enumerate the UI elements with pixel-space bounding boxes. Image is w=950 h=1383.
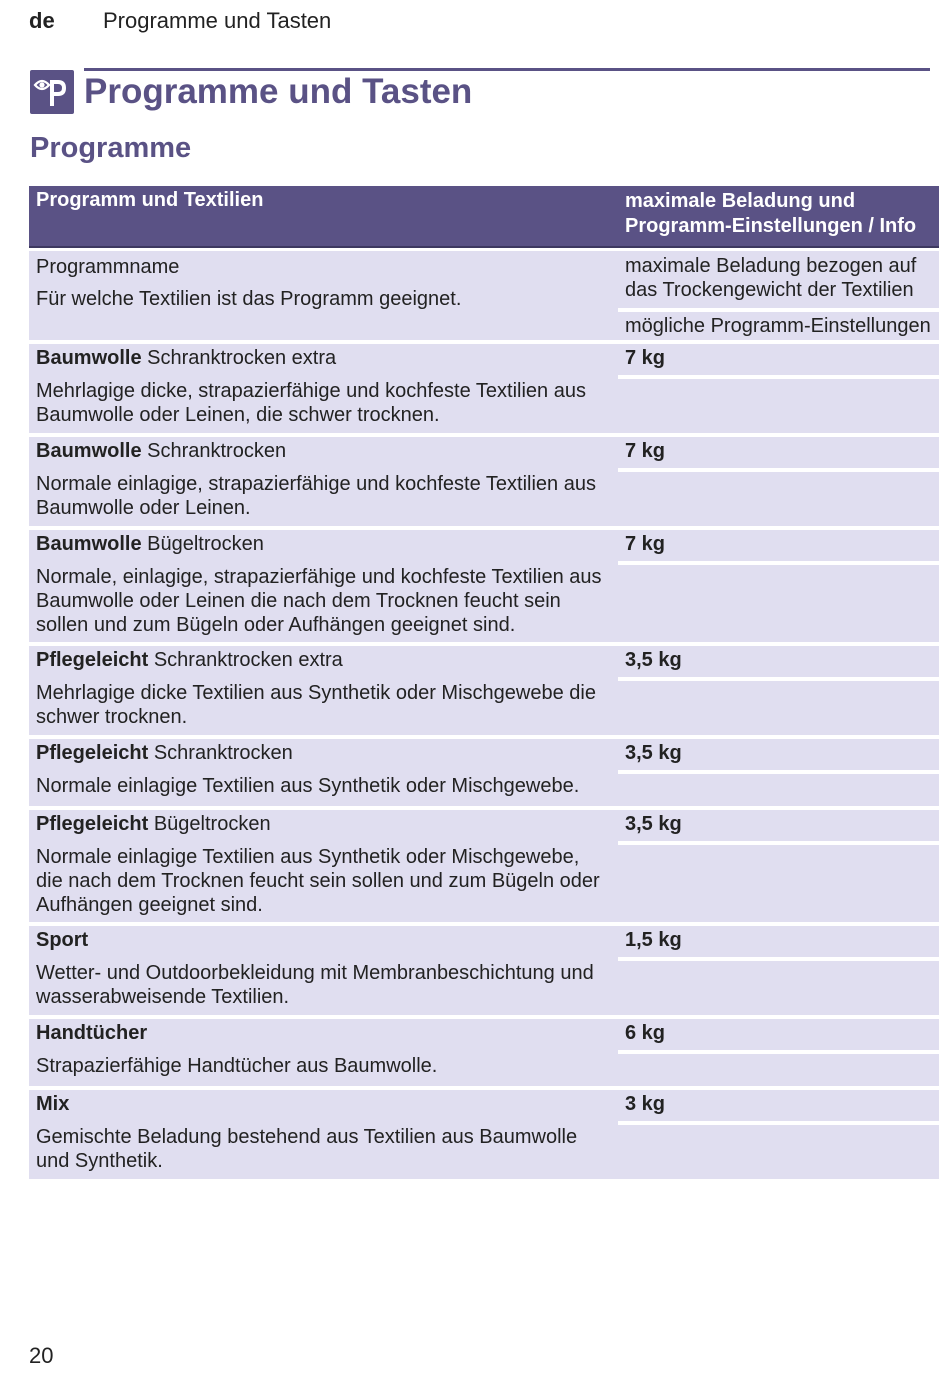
programme-cell [29,530,618,642]
legend-name: Programmname [36,256,180,278]
legend-row [29,251,939,340]
settings-cell [618,565,939,642]
table-row [29,530,939,642]
section-title: Programme [30,132,192,164]
programme-cell [29,1019,618,1086]
table-row [29,739,939,806]
settings-cell [618,379,939,433]
table-row [29,810,939,922]
programme-name: Schranktrocken extra [141,347,337,369]
max-load: 3,5 kg [618,810,939,841]
settings-cell [618,1054,939,1086]
programme-group: Mix [36,1093,70,1115]
programme-cell [29,926,618,1015]
settings-cell [618,961,939,1015]
programme-desc: Mehrlagige dicke, strapazierfähige und kochfeste Textilien aus Baumwolle oder Leinen, die schwer trocknen. [36,380,586,426]
programme-name: Schranktrocken extra [148,649,343,671]
programme-cell [29,646,618,735]
table-row [29,437,939,526]
programme-desc: Mehrlagige dicke Textilien aus Synthetik oder Mischgewebe die schwer trocknen. [36,682,596,728]
table-row [29,926,939,1015]
header-load-settings [618,186,939,246]
programme-desc: Normale einlagige Textilien aus Synthetik oder Mischgewebe. [36,775,580,797]
table-row [29,1090,939,1179]
programme-group: Pflegeleicht [36,742,149,764]
header-programme-textiles: Programm und Textilien [36,189,264,211]
max-load: 3 kg [618,1090,939,1121]
settings-cell [618,472,939,526]
programme-cell [29,739,618,806]
legend-right [618,251,939,340]
programme-desc: Gemischte Beladung bestehend aus Textilien aus Baumwolle und Synthetik. [36,1126,578,1172]
programme-group: Pflegeleicht [36,649,149,671]
legend-load-line2: das Trockengewicht der Textilien [625,279,914,301]
legend-settings: mögliche Programm-Einstellungen [618,312,939,340]
programme-cell [29,810,618,922]
title-rule [84,68,930,71]
language-code: de [29,8,55,33]
legend-left [29,251,618,340]
max-load: 6 kg [618,1019,939,1050]
max-load: 7 kg [618,344,939,375]
settings-cell [618,774,939,806]
max-load: 3,5 kg [618,739,939,770]
legend-load [618,251,939,308]
header-load-line2: Programm-Einstellungen / Info [625,215,917,237]
programme-group: Handtücher [36,1022,148,1044]
table-header [29,186,939,248]
programme-name: Schranktrocken [148,742,293,764]
programme-icon [30,70,74,114]
header-load-line1: maximale Beladung und [625,190,856,212]
table-row [29,344,939,433]
programme-cell [29,344,618,433]
max-load: 7 kg [618,437,939,468]
programme-group: Sport [36,929,89,951]
max-load: 7 kg [618,530,939,561]
max-load: 1,5 kg [618,926,939,957]
programme-cell [29,1090,618,1179]
programme-table [29,186,939,1183]
programme-name: Bügeltrocken [148,813,271,835]
programme-desc: Wetter- und Outdoorbekleidung mit Membranbeschichtung und wasserabweisende Textilien. [36,962,594,1008]
programme-desc: Normale einlagige Textilien aus Synthetik oder Mischgewebe, die nach dem Trocknen feucht sein sollen und zum Bügeln oder Aufhängen geeignet sind. [36,846,600,916]
programme-cell [29,437,618,526]
programme-name: Schranktrocken [141,440,287,462]
legend-load-line1: maximale Beladung bezogen auf [625,255,917,277]
page-number: 20 [29,1343,54,1368]
settings-cell [618,1125,939,1179]
programme-group: Baumwolle [36,440,142,462]
running-title: Programme und Tasten [103,8,332,33]
programme-name: Bügeltrocken [141,533,264,555]
running-header [29,8,332,34]
page-title: Programme und Tasten [84,72,473,111]
table-row [29,646,939,735]
programme-group: Pflegeleicht [36,813,149,835]
programme-group: Baumwolle [36,347,142,369]
programme-desc: Normale, einlagige, strapazierfähige und kochfeste Textilien aus Baumwolle oder Leinen die nach dem Trocknen feucht sein sollen und zum Bügeln oder Aufhängen geeignet sind. [36,566,602,636]
legend-desc: Für welche Textilien ist das Programm geeignet. [36,288,462,310]
max-load: 3,5 kg [618,646,939,677]
table-row [29,1019,939,1086]
programme-desc: Normale einlagige, strapazierfähige und kochfeste Textilien aus Baumwolle oder Leinen. [36,473,596,519]
programme-group: Baumwolle [36,533,142,555]
settings-cell [618,681,939,735]
programme-desc: Strapazierfähige Handtücher aus Baumwolle. [36,1055,438,1077]
settings-cell [618,845,939,922]
